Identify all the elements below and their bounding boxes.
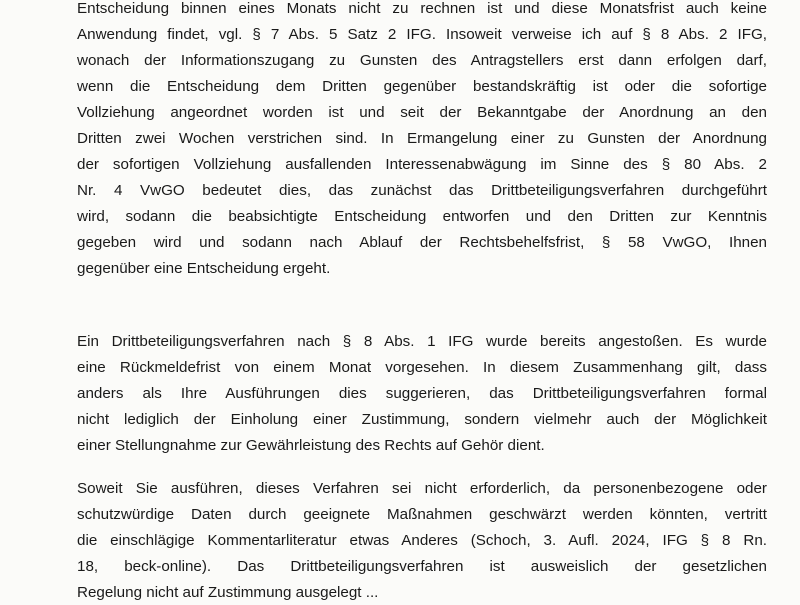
text-line: Dritten zwei Wochen verstrichen sind. In Ermangelung einer zu Gunsten der Anordnung xyxy=(77,130,767,147)
text-line: wird, sodann die beabsichtigte Entscheidung entworfen und den Dritten zur Kenntnis xyxy=(77,208,767,225)
text-line: wonach der Informationszugang zu Gunsten des Antragstellers erst dann erfolgen darf, xyxy=(77,52,767,69)
text-line: 18, beck-online). Das Drittbeteiligungsverfahren ist ausweislich der gesetzlichen xyxy=(77,558,767,575)
text-line: Vollziehung angeordnet worden ist und seit der Bekanntgabe der Anordnung an den xyxy=(77,104,767,121)
text-line: Ein Drittbeteiligungsverfahren nach § 8 Abs. 1 IFG wurde bereits angestoßen. Es wurde xyxy=(77,333,767,350)
text-line: Regelung nicht auf Zustimmung ausgelegt ... xyxy=(77,584,379,601)
text-line: Soweit Sie ausführen, dieses Verfahren sei nicht erforderlich, da personenbezogene oder xyxy=(77,480,767,497)
text-line: anders als Ihre Ausführungen dies suggerieren, das Drittbeteiligungsverfahren formal xyxy=(77,385,767,402)
text-line: eine Rückmeldefrist von einem Monat vorgesehen. In diesem Zusammenhang gilt, dass xyxy=(77,359,767,376)
text-line: der sofortigen Vollziehung ausfallenden Interessenabwägung im Sinne des § 80 Abs. 2 xyxy=(77,156,767,173)
text-line: die einschlägige Kommentarliteratur etwas Anderes (Schoch, 3. Aufl. 2024, IFG § 8 Rn. xyxy=(77,532,767,549)
text-line: schutzwürdige Daten durch geeignete Maßnahmen geschwärzt werden könnten, vertritt xyxy=(77,506,767,523)
text-line: einer Stellungnahme zur Gewährleistung des Rechts auf Gehör dient. xyxy=(77,437,545,454)
text-line: gegeben wird und sodann nach Ablauf der Rechtsbehelfsfrist, § 58 VwGO, Ihnen xyxy=(77,234,767,251)
text-line: Nr. 4 VwGO bedeutet dies, das zunächst das Drittbeteiligungsverfahren durchgeführt xyxy=(77,182,767,199)
text-line: nicht lediglich der Einholung einer Zustimmung, sondern vielmehr auch der Möglichkeit xyxy=(77,411,767,428)
text-line: gegenüber eine Entscheidung ergeht. xyxy=(77,260,331,277)
text-line: Entscheidung binnen eines Monats nicht zu rechnen ist und diese Monatsfrist auch keine xyxy=(77,0,767,17)
text-line: wenn die Entscheidung dem Dritten gegenüber bestandskräftig ist oder die sofortige xyxy=(77,78,767,95)
text-line: Anwendung findet, vgl. § 7 Abs. 5 Satz 2 IFG. Insoweit verweise ich auf § 8 Abs. 2 IFG, xyxy=(77,26,767,43)
